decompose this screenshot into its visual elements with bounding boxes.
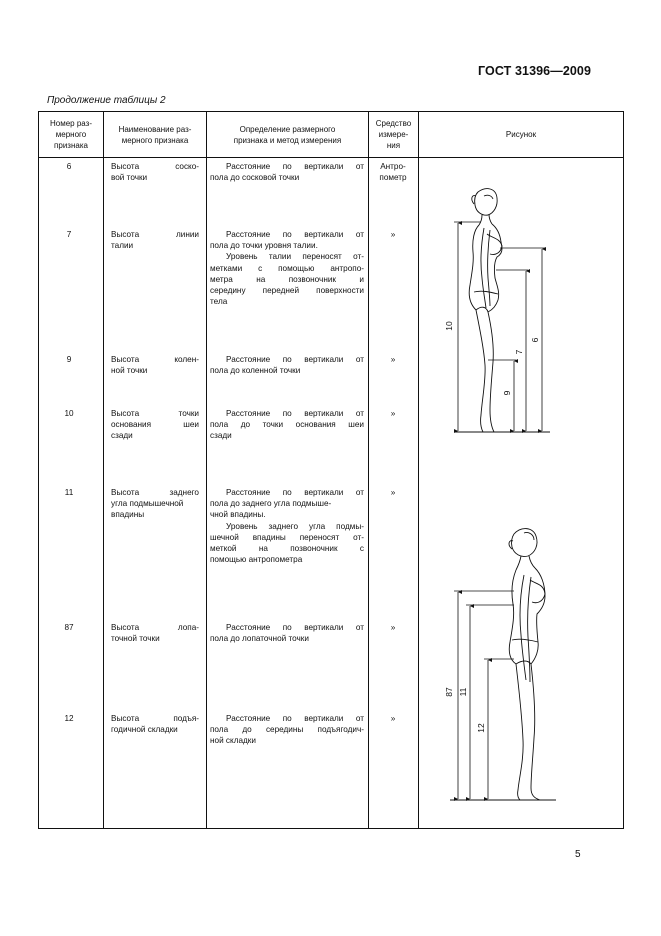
- body-profile-figure-back: [444, 529, 556, 800]
- dimension-label-87: 87: [444, 687, 454, 697]
- row-definition: Расстояние по вертикали от пола до середины подъягодич- ной складки: [210, 714, 364, 746]
- row-name: Высота линии талии: [111, 230, 199, 251]
- standard-code: ГОСТ 31396—2009: [478, 64, 592, 78]
- row-name: Высота подъя- годичной складки: [111, 714, 199, 735]
- row-number: 10: [64, 409, 74, 418]
- dimension-label-7: 7: [514, 349, 524, 355]
- row-definition: Расстояние по вертикали от пола до заднего угла подмыше- чной впадины. Уровень заднего угла подмы- шечной впадины переносят от- меткой на позвоночник с помощью антропометра: [210, 488, 364, 565]
- row-definition: Расстояние по вертикали от пола до точки основания шеи сзади: [210, 409, 364, 441]
- table-continuation-caption: Продолжение таблицы 2: [47, 95, 166, 106]
- row-name: Высота точки основания шеи сзади: [111, 409, 199, 441]
- row-definition: Расстояние по вертикали от пола до лопаточной точки: [210, 623, 364, 644]
- row-name: Высота колен- ной точки: [111, 355, 199, 376]
- row-number: 9: [66, 355, 72, 364]
- header-number: Номер раз- мерного признака: [50, 119, 92, 150]
- row-name: Высота заднего угла подмышечной впадины: [111, 488, 199, 520]
- header-figure: Рисунок: [505, 130, 537, 139]
- dimension-label-11: 11: [458, 687, 468, 697]
- row-tool: »: [390, 714, 396, 723]
- dimension-label-10: 10: [444, 321, 454, 331]
- row-number: 87: [64, 623, 74, 632]
- row-number: 12: [64, 714, 74, 723]
- row-number: 11: [64, 488, 74, 497]
- row-tool: »: [390, 230, 396, 239]
- row-tool: »: [390, 355, 396, 364]
- woman-silhouette: [469, 189, 502, 432]
- row-tool: »: [390, 488, 396, 497]
- row-name: Высота лопа- точной точки: [111, 623, 199, 644]
- row-number: 7: [66, 230, 72, 239]
- page-number: 5: [575, 849, 581, 860]
- row-tool: »: [390, 409, 396, 418]
- dimension-label-9: 9: [502, 390, 512, 396]
- row-name: Высота соско- вой точки: [111, 162, 199, 183]
- header-name: Наименование раз- мерного признака: [118, 124, 192, 145]
- row-definition: Расстояние по вертикали от пола до сосковой точки: [210, 162, 364, 183]
- row-tool: Антро- пометр: [379, 162, 407, 183]
- dimension-label-12: 12: [476, 723, 486, 733]
- header-definition: Определение размерного признака и метод измерения: [233, 124, 342, 145]
- row-definition: Расстояние по вертикали от пола до точки уровня талии. Уровень талии переносят от- метками с помощью антропо- метра на позвоночник и середину передней поверхности тела: [210, 230, 364, 307]
- body-profile-figure-front: [444, 189, 550, 432]
- woman-silhouette: [509, 529, 546, 800]
- row-definition: Расстояние по вертикали от пола до коленной точки: [210, 355, 364, 376]
- dimension-label-6: 6: [530, 337, 540, 343]
- header-tool: Средство измере- ния: [375, 119, 412, 150]
- row-number: 6: [66, 162, 72, 171]
- row-tool: »: [390, 623, 396, 632]
